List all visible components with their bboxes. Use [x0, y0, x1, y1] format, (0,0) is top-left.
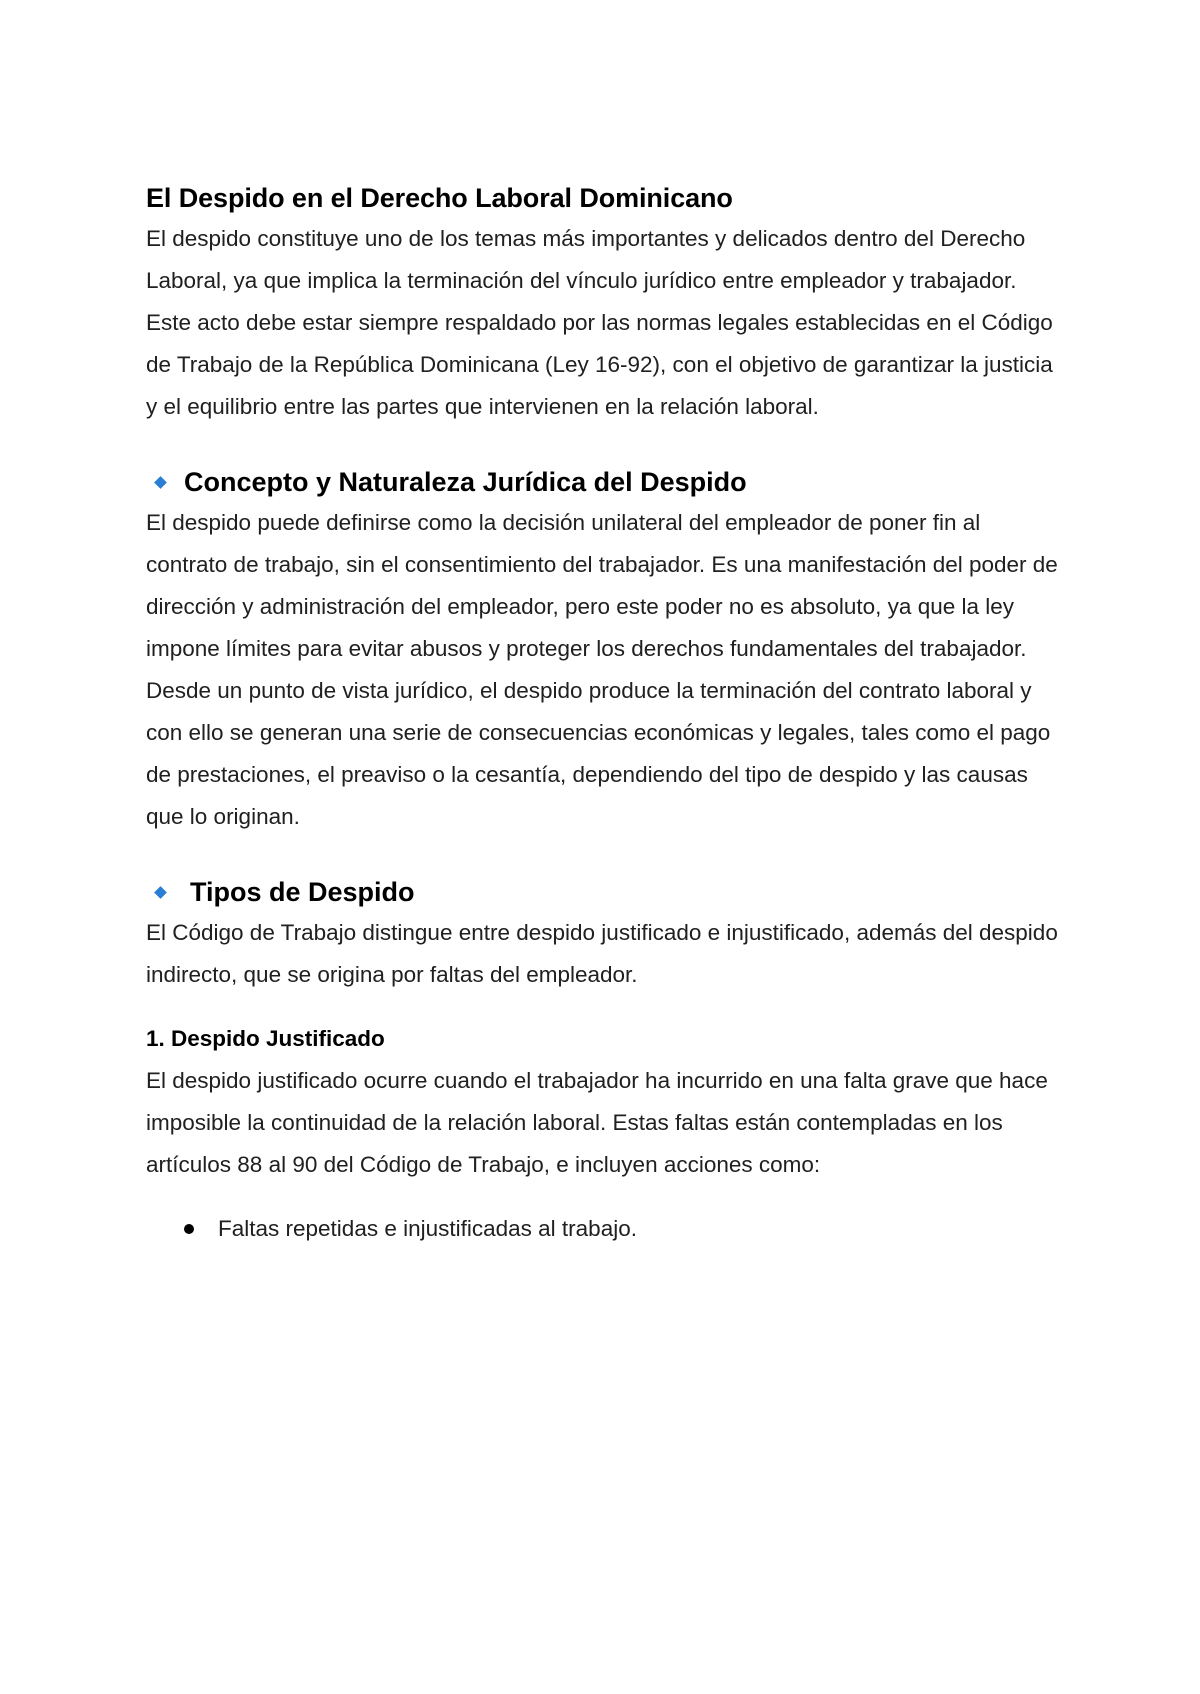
intro-paragraph: El despido constituye uno de los temas más importantes y delicados dentro del Derecho Laboral, ya que implica la terminación del vínculo jurídico entre empleador y trabajador. Este acto debe estar siempre respaldado por las normas legales establecidas en el Código de Trabajo de la República Dominicana (Ley 16-92), con el objetivo de garantizar la justicia y el equilibrio entre las partes que intervienen en la relación laboral.	[146, 226, 1053, 419]
document-content	[146, 178, 1066, 1250]
list-item-text: Faltas repetidas e injustificadas al trabajo.	[218, 1216, 637, 1241]
small-blue-diamond-icon	[154, 476, 167, 489]
paragraph: El despido justificado ocurre cuando el trabajador ha incurrido en una falta grave que hace imposible la continuidad de la relación laboral. Estas faltas están contempladas en los artículos 88 al 90 del Código de Trabajo, e incluyen acciones como:	[146, 1068, 1048, 1177]
document-title: El Despido en el Derecho Laboral Dominicano	[146, 183, 733, 213]
bullet-dot-icon	[184, 1224, 194, 1234]
section-title: Concepto y Naturaleza Jurídica del Despido	[184, 467, 747, 497]
paragraph: Desde un punto de vista jurídico, el despido produce la terminación del contrato laboral y con ello se generan una serie de consecuencias económicas y legales, tales como el pago de prestaciones, el preaviso o la cesantía, dependiendo del tipo de despido y las causas que lo originan.	[146, 678, 1051, 829]
list-item	[146, 1208, 1066, 1250]
small-blue-diamond-icon	[154, 886, 167, 899]
paragraph: El Código de Trabajo distingue entre despido justificado e injustificado, además del despido indirecto, que se origina por faltas del empleador.	[146, 920, 1058, 987]
bullet-list	[146, 1208, 1066, 1250]
section-title: Tipos de Despido	[190, 877, 415, 907]
subsection-title: 1. Despido Justificado	[146, 1026, 385, 1051]
section-heading-concepto	[146, 462, 1066, 502]
section-heading-tipos	[146, 872, 1066, 912]
paragraph: El despido puede definirse como la decisión unilateral del empleador de poner fin al contrato de trabajo, sin el consentimiento del trabajador. Es una manifestación del poder de dirección y administración del empleador, pero este poder no es absoluto, ya que la ley impone límites para evitar abusos y proteger los derechos fundamentales del trabajador.	[146, 510, 1058, 661]
